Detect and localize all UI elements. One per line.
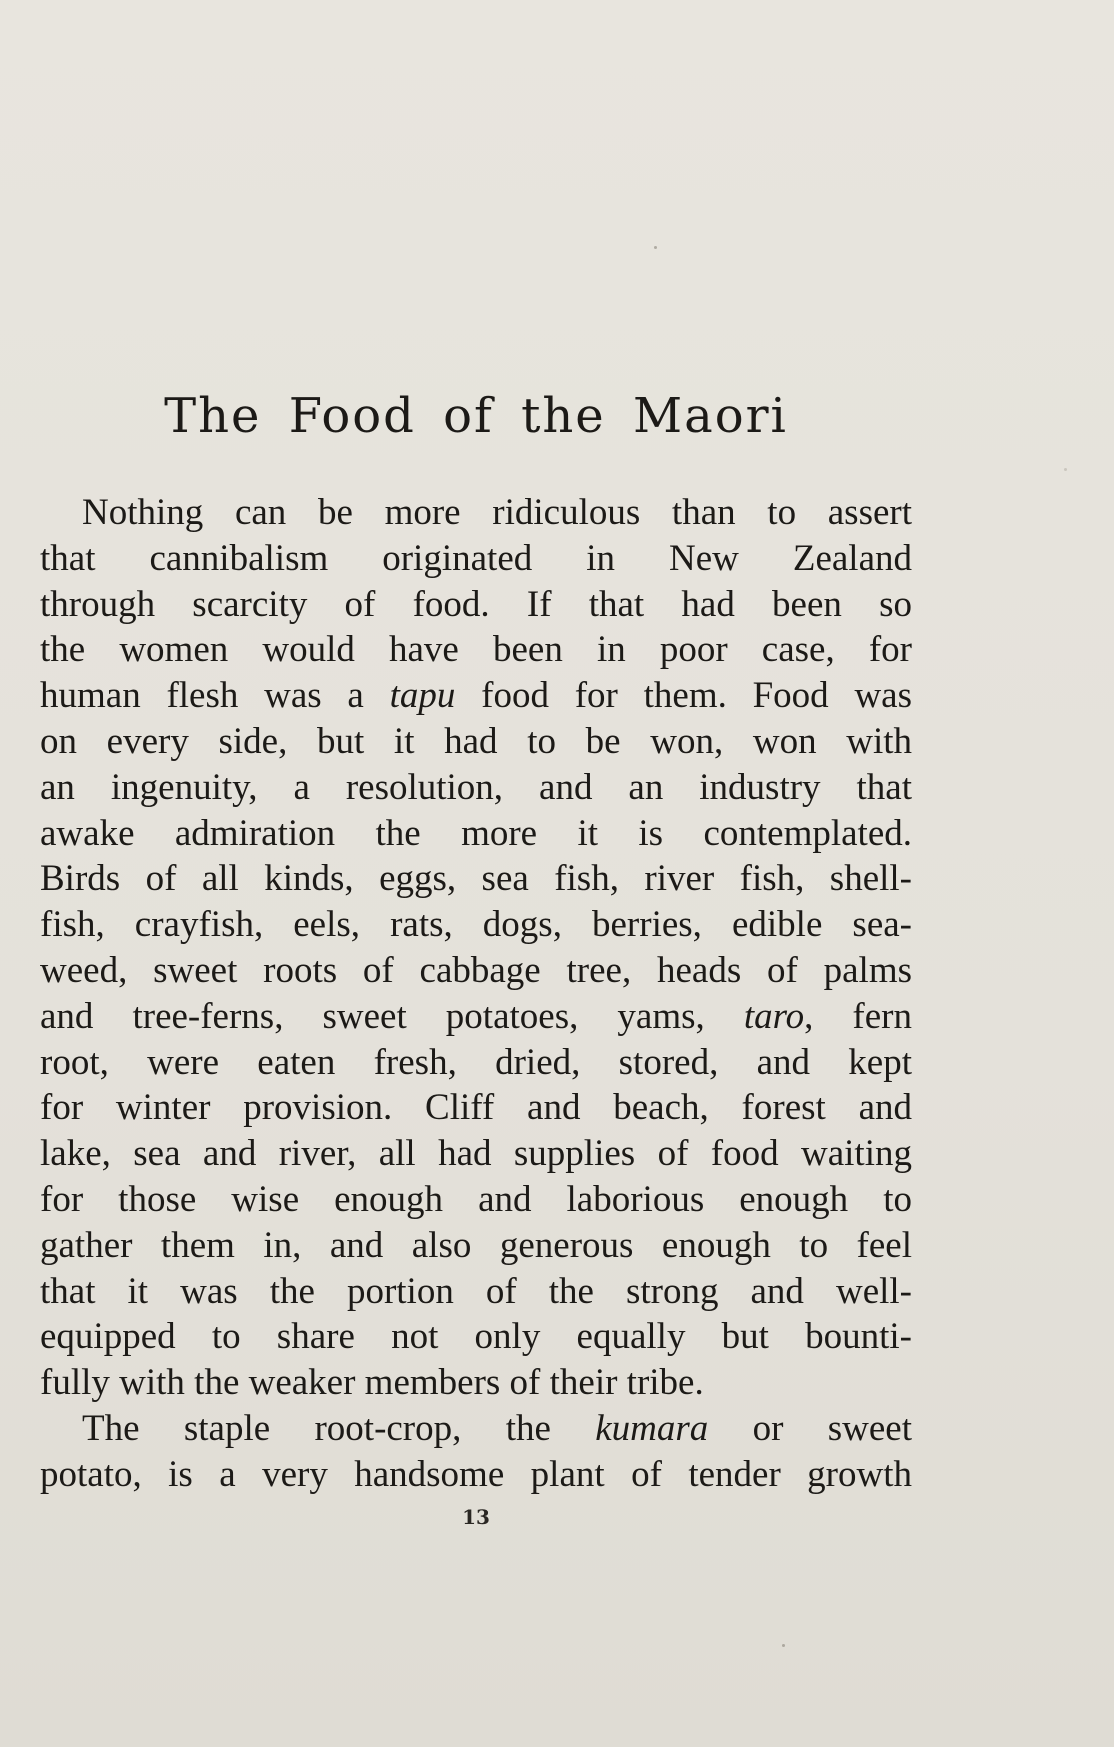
text-line: and tree-ferns, sweet potatoes, yams, taro, fern: [40, 995, 912, 1037]
text-line: awake admiration the more it is contemplated.: [40, 812, 912, 854]
text-line: The staple root-crop, the kumara or sweet: [82, 1407, 912, 1449]
text-line: the women would have been in poor case, for: [40, 629, 912, 671]
text-line: gather them in, and also generous enough to feel: [40, 1224, 912, 1266]
text-line: fish, crayfish, eels, rats, dogs, berries, edible sea-: [40, 904, 912, 946]
text-line: that cannibalism originated in New Zealand: [40, 537, 912, 579]
paper-speck: [654, 246, 657, 249]
text-line: weed, sweet roots of cabbage tree, heads of palms: [40, 949, 912, 991]
paper-speck: [1064, 468, 1067, 471]
text-line: Birds of all kinds, eggs, sea fish, river fish, shell-: [40, 858, 912, 900]
italic-term: kumara: [595, 1407, 709, 1449]
text-line: fully with the weaker members of their tribe.: [40, 1362, 704, 1404]
text-line: through scarcity of food. If that had been so: [40, 583, 912, 625]
text-line: lake, sea and river, all had supplies of food waiting: [40, 1133, 912, 1175]
text-line: for winter provision. Cliff and beach, forest and: [40, 1087, 912, 1129]
text-line: potato, is a very handsome plant of tender growth: [40, 1453, 912, 1495]
body-text: [40, 490, 912, 1498]
text-line: an ingenuity, a resolution, and an industry that: [40, 766, 912, 808]
text-line: equipped to share not only equally but bounti-: [40, 1316, 912, 1358]
text-line: for those wise enough and laborious enough to: [40, 1178, 912, 1220]
chapter-title: The Food of the Maori: [164, 388, 788, 444]
text-line: human flesh was a tapu food for them. Food was: [40, 675, 912, 717]
italic-term: tapu: [389, 675, 456, 717]
page-number: 13: [462, 1505, 490, 1529]
text-line: Nothing can be more ridiculous than to assert: [82, 492, 912, 533]
text-line: that it was the portion of the strong and well-: [40, 1270, 912, 1312]
paper-speck: [782, 1644, 785, 1647]
text-line: root, were eaten fresh, dried, stored, and kept: [40, 1041, 912, 1083]
italic-term: taro: [743, 995, 805, 1037]
text-line: on every side, but it had to be won, won with: [40, 720, 912, 762]
